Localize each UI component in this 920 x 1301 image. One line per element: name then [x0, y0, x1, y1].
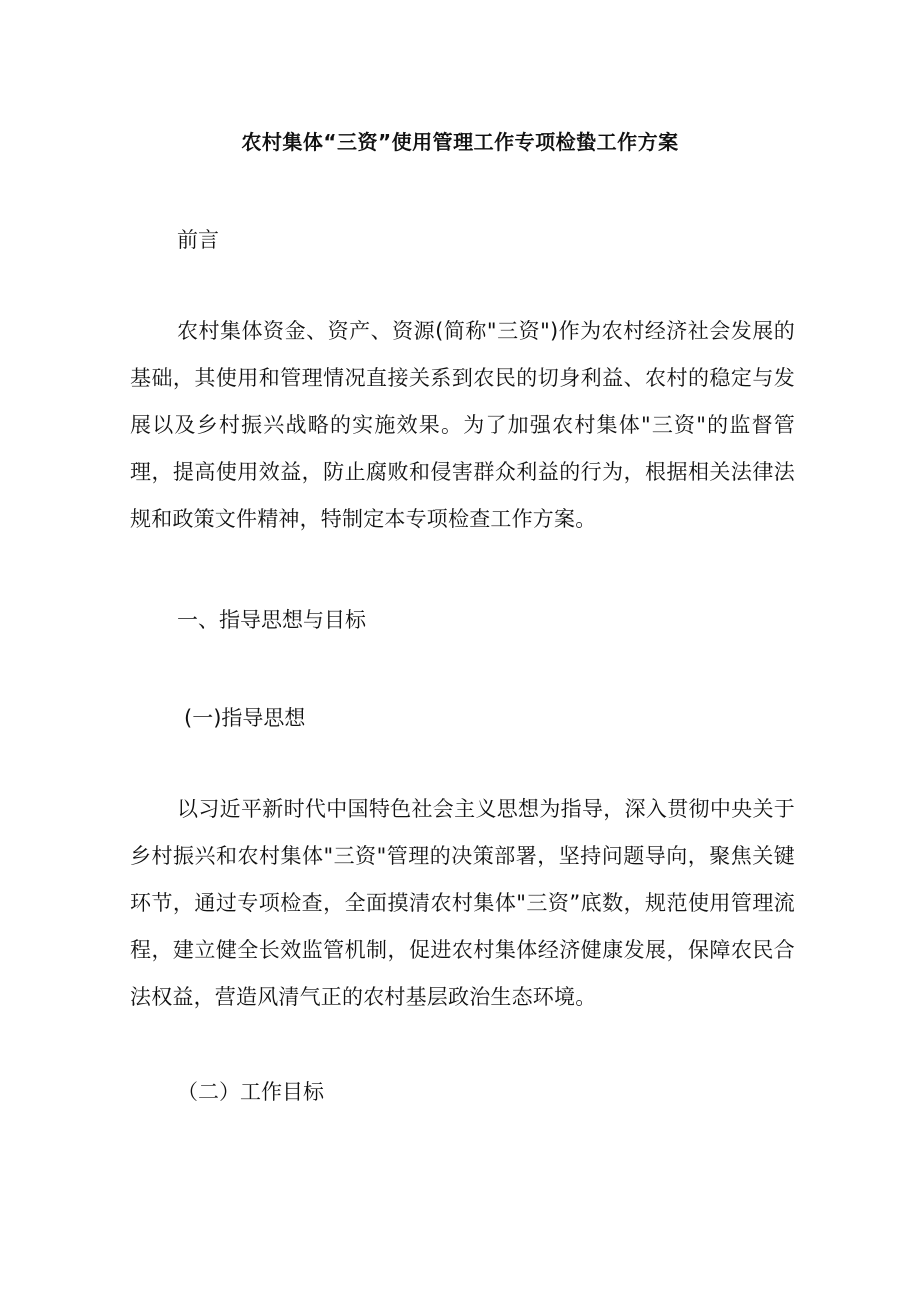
- subsection-1-heading: (一)指导思想: [184, 706, 306, 730]
- preface-heading: 前言: [177, 228, 219, 252]
- guiding-ideology-paragraph: 以习近平新时代中国特色社会主义思想为指导，深入贯彻中央关于乡村振兴和农村集体"三资"管理的决策部署，坚持问题导向，聚焦关键环节，通过专项检查，全面摸清农村集体"三资”底数，规范使用管理流程，建立健全长效监管机制，促进农村集体经济健康发展，保障农民合法权益，营造风清气正的农村基层政治生态环境。: [130, 797, 795, 1009]
- document-title: 农村集体“三资”使用管理工作专项检蛰工作方案: [241, 130, 679, 154]
- section-1-heading: 一、指导思想与目标: [177, 608, 366, 632]
- subsection-2-heading: （二）工作目标: [177, 1080, 324, 1104]
- preface-paragraph: 农村集体资金、资产、资源(简称"三资")作为农村经济社会发展的基础，其使用和管理情况直接关系到农民的切身利益、农村的稳定与发展以及乡村振兴战略的实施效果。为了加强农村集体"三资"的监督管理，提高使用效益，防止腐败和侵害群众利益的行为，根据相关法律法规和政策文件精神，特制定本专项检查工作方案。: [130, 319, 795, 531]
